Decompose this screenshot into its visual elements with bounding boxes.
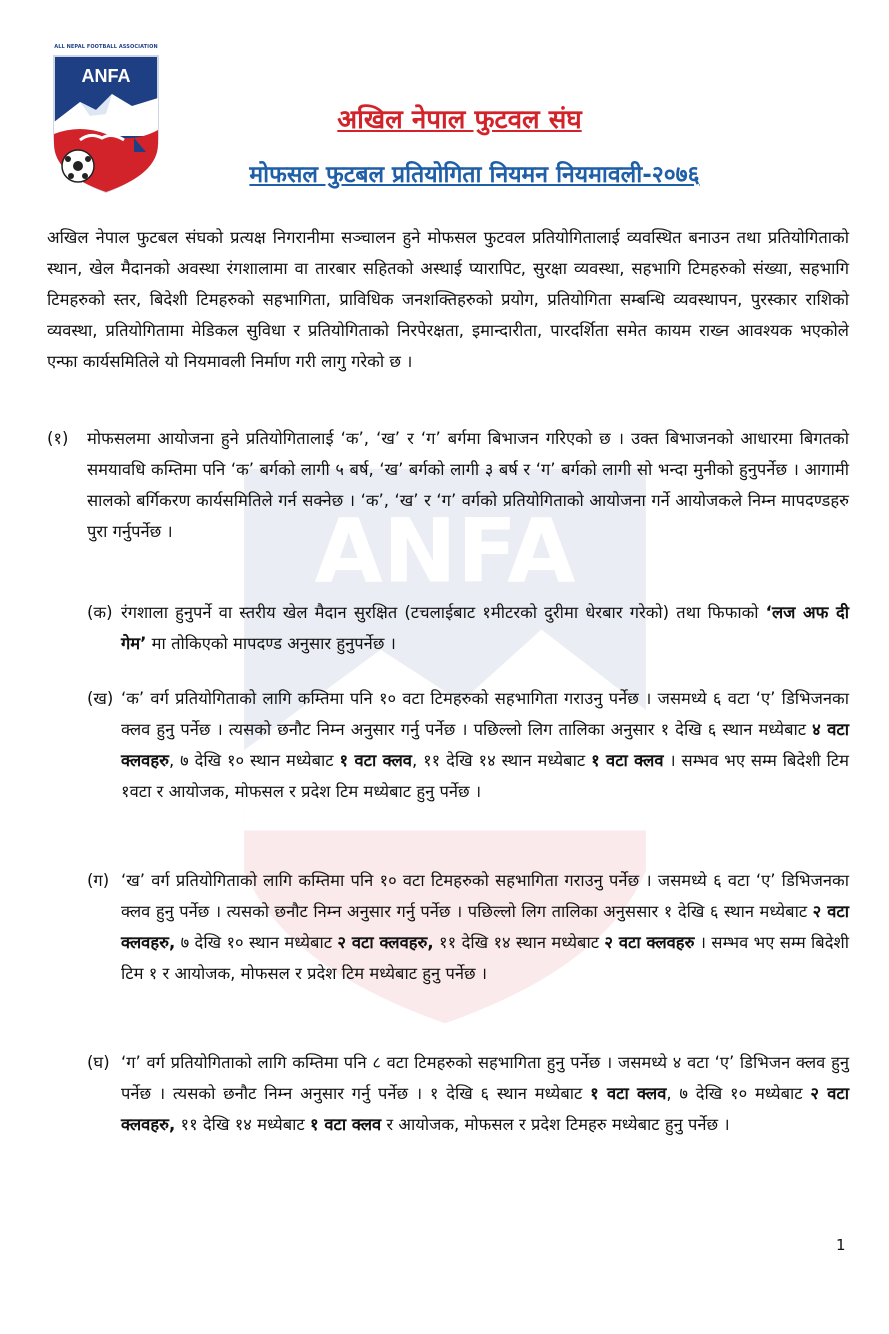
sub-g-b1: २ वटा क्लवहरु, [121, 902, 849, 952]
sub-g-number: (ग) [87, 871, 110, 890]
sub-gh-t2: , ७ देखि १० मध्येबाट [666, 1084, 811, 1103]
sub-g-t1: ‘ख’ वर्ग प्रतियोगिताको लागि कम्तिमा पनि १० वटा टिमहरुको सहभागिता गराउनु पर्नेछ । जसमध्ये ६ वटा ‘ए’ डिभिजनका क्लव हुनु पर्नेछ । त्यसको छनौट निम्न अनुसार गर्नु पर्नेछ । पछिल्लो लिग तालिका अनुससार १ देखि ६ स्थान मध्येबाट [121, 871, 849, 921]
sub-g-t2: ७ देखि १० स्थान मध्येबाट [175, 933, 338, 952]
document-title: अखिल नेपाल फुटवल संघ [337, 105, 582, 135]
section-1-text: मोफसलमा आयोजना हुने प्रतियोगितालाई ‘क’, ‘ख’ र ‘ग’ बर्गमा बिभाजन गरिएको छ । उक्त बिभाजनको आधारमा बिगतको समयावधि कम्तिमा पनि ‘क’ बर्गको लागी ५ बर्ष, ‘ख’ बर्गको लागी ३ बर्ष र ‘ग’ बर्गको लागी सो भन्दा मुनीको हुनुपर्नेछ । आगामी सालको बर्गिकरण कार्यसमितिले गर्न सक्नेछ । ‘क’, ‘ख’ र ‘ग’ वर्गको प्रतियोगिताको आयोजना गर्ने आयोजकले निम्न मापदण्डहरु पुरा गर्नुपर्नेछ । [87, 429, 849, 541]
sub-gh-number: (घ) [87, 1053, 110, 1072]
sub-kh-t2: , ७ देखि १० स्थान मध्येबाट [168, 751, 340, 770]
sub-kh-b1: ४ वटा क्लवहरु [121, 720, 849, 770]
sub-g-b3: २ वटा क्लवहरु [604, 933, 695, 952]
sub-k-pre: रंगशाला हुनुपर्ने वा स्तरीय खेल मैदान सुरक्षित (टचलाईबाट १मीटरको दुरीमा धेरबार गरेको) तथा फिफाको [121, 603, 766, 622]
sub-g-t4: । सम्भव भए सम्म बिदेशी टिम १ र आयोजक, मोफसल र प्रदेश टिम मध्येबाट हुनु पर्नेछ । [121, 933, 849, 983]
intro-paragraph: अखिल नेपाल फुटबल संघको प्रत्यक्ष निगरानीमा सञ्चालन हुने मोफसल फुटवल प्रतियोगितालाई व्यवस्थित बनाउन तथा प्रतियोगिताको स्थान, खेल मैदानको अवस्था रंगशालामा वा तारबार सहितको अस्थाई प्यारापिट, सुरक्षा व्यवस्था, सहभागि टिमहरुको संख्या, सहभागि टिमहरुको स्तर, बिदेशी टिमहरुको सहभागिता, प्राविधिक जनशक्तिहरुको प्रयोग, प्रतियोगिता सम्बन्धि व्यवस्थापन, पुरस्कार राशिको व्यवस्था, प्रतियोगितामा मेडिकल सुविधा र प्रतियोगिताको निरपेरक्षता, इमान्दारीता, पारदर्शिता समेत कायम राख्न आवश्यक भएकोले एन्फा कार्यसमितिले यो नियमावली निर्माण गरी लागु गरेको छ । [47, 228, 849, 371]
sub-k-text [121, 597, 849, 659]
sub-g-t3: ११ देखि १४ स्थान मध्येबाट [433, 933, 605, 952]
sub-kh-b2: १ वटा क्लव [339, 751, 412, 770]
svg-text:ANFA: ANFA [314, 499, 576, 603]
sub-kh-t3: , ११ देखि १४ स्थान मध्येबाट [411, 751, 592, 770]
logo-caption: ALL NEPAL FOOTBALL ASSOCIATION [54, 44, 158, 50]
page-number: 1 [836, 1236, 846, 1254]
sub-gh-t4: र आयोजक, मोफसल र प्रदेश टिमहरु मध्येबाट हुनु पर्नेछ । [381, 1115, 730, 1134]
sub-k-post: मा तोकिएको मापदण्ड अनुसार हुनुपर्नेछ । [146, 634, 396, 653]
sub-k-number: (क) [87, 603, 113, 622]
sub-kh-t1: ‘क’ वर्ग प्रतियोगिताको लागि कम्तिमा पनि १० वटा टिमहरुको सहभागिता गराउनु पर्नेछ । जसमध्ये ६ वटा ‘ए’ डिभिजनका क्लव हुनु पर्नेछ । त्यसको छनौट निम्न अनुसार गर्नु पर्नेछ । पछिल्लो लिग तालिका अनुसार १ देखि ६ स्थान मध्येबाट [121, 689, 849, 739]
sub-kh-number: (ख) [87, 689, 114, 708]
sub-g-b2: २ वटा क्लवहरु, [337, 933, 434, 952]
sub-gh-b3: १ वटा क्लव [310, 1115, 382, 1134]
section-1-number: (१) [47, 429, 69, 448]
sub-kh-text [121, 683, 849, 807]
sub-k-bold: ‘लज अफ दी गेम’ [121, 603, 849, 653]
sub-gh-t1: ‘ग’ वर्ग प्रतियोगिताको लागि कम्तिमा पनि ८ वटा टिमहरुको सहभागिता हुनु पर्नेछ । जसमध्ये ४ वटा ‘ए’ डिभिजन क्लव हुनु पर्नेछ । त्यसको छनौट निम्न अनुसार गर्नु पर्नेछ । १ देखि ६ स्थान मध्येबाट [121, 1053, 849, 1103]
sub-g-text [121, 865, 849, 989]
sub-gh-b1: १ वटा क्लव [590, 1084, 667, 1103]
logo-text: ANFA [81, 66, 131, 86]
document-subtitle: मोफसल फुटबल प्रतियोगिता नियमन नियमावली-२०७६ [249, 162, 700, 188]
sub-gh-t3: ११ देखि १४ मध्येबाट [175, 1115, 310, 1134]
sub-kh-t4: । सम्भव भए सम्म बिदेशी टिम १वटा र आयोजक, मोफसल र प्रदेश टिम मध्येबाट हुनु पर्नेछ । [121, 751, 850, 801]
sub-kh-b3: १ वटा क्लव [591, 751, 664, 770]
sub-gh-b2: २ वटा क्लवहरु, [121, 1084, 849, 1134]
sub-gh-text [121, 1047, 849, 1140]
